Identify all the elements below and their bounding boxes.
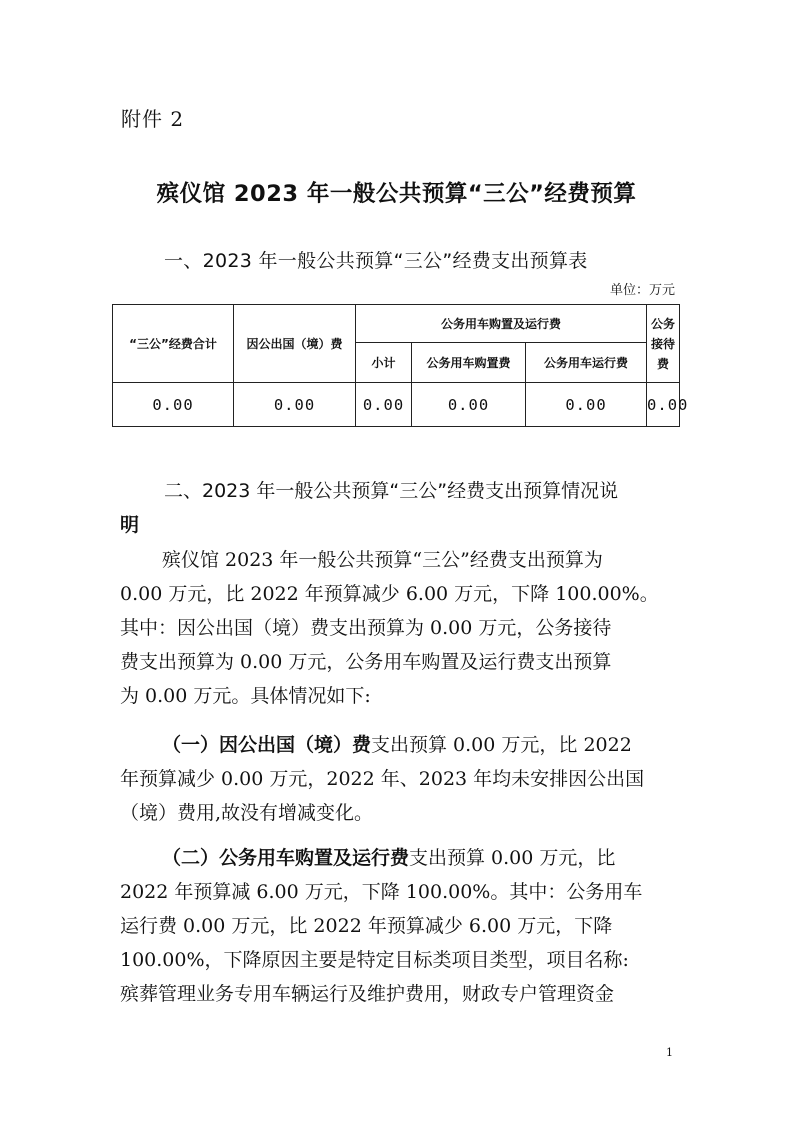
paragraph-abroad [120, 728, 680, 830]
attachment-label: 附件 2 [121, 107, 185, 131]
paragraph-vehicle [120, 841, 680, 1011]
section2-heading-line1: 二、2023 年一般公共预算“三公”经费支出预算情况说 [164, 480, 619, 502]
abroad-bold-lead: （一）因公出国（境）费 [162, 734, 372, 756]
vehicle-bold-lead: （二）公务用车购置及运行费 [162, 847, 410, 869]
header-subtotal: 小计 [356, 343, 412, 383]
header-vehicle-purchase: 公务用车购置费 [412, 343, 526, 383]
header-abroad: 因公出国（境）费 [234, 305, 356, 383]
paragraph-line [120, 728, 680, 762]
header-reception-line1: 公务 [651, 316, 676, 331]
header-vehicle-operation: 公务用车运行费 [526, 343, 647, 383]
section2-heading [120, 474, 680, 542]
value-total: 0.00 [113, 383, 234, 427]
paragraph-line: 0.00 万元，比 2022 年预算减少 6.00 万元，下降 100.00%。 [120, 583, 659, 605]
paragraph-line [120, 841, 680, 875]
value-vehicle-purchase: 0.00 [412, 383, 526, 427]
paragraph-line: 为 0.00 万元。具体情况如下: [120, 685, 371, 707]
abroad-line1-rest: 支出预算 0.00 万元，比 2022 [371, 734, 632, 756]
paragraph-line: 运行费 0.00 万元，比 2022 年预算减少 6.00 万元，下降 [120, 915, 613, 937]
value-abroad: 0.00 [234, 383, 356, 427]
paragraph-line: 殡仪馆 2023 年一般公共预算“三公”经费支出预算为 [162, 549, 603, 571]
paragraph-line: 殡葬管理业务专用车辆运行及维护费用，财政专户管理资金 [120, 983, 615, 1005]
paragraph-line: 年预算减少 0.00 万元，2022 年、2023 年均未安排因公出国 [120, 768, 645, 790]
document-title: 殡仪馆 2023 年一般公共预算“三公”经费预算 [156, 181, 637, 207]
budget-table [112, 304, 689, 427]
section2-heading-line2: 明 [120, 514, 140, 536]
paragraph-line: 费支出预算为 0.00 万元，公务用车购置及运行费支出预算 [120, 651, 612, 673]
section1-heading: 一、2023 年一般公共预算“三公”经费支出预算表 [164, 250, 588, 272]
header-reception [647, 305, 680, 383]
vehicle-line1-rest: 支出预算 0.00 万元，比 [409, 847, 616, 869]
paragraph-line: 100.00%，下降原因主要是特定目标类项目类型，项目名称: [120, 949, 629, 971]
value-reception: 0.00 [647, 383, 680, 427]
paragraph-line: 2022 年预算减 6.00 万元，下降 100.00%。其中：公务用车 [120, 881, 643, 903]
paragraph-line: （境）费用,故没有增减变化。 [120, 802, 374, 824]
value-subtotal: 0.00 [356, 383, 412, 427]
paragraph-summary [120, 543, 680, 713]
page-number: 1 [666, 1046, 673, 1059]
header-reception-line2: 接待费 [651, 336, 676, 371]
value-vehicle-operation: 0.00 [526, 383, 647, 427]
header-vehicle-group: 公务用车购置及运行费 [356, 305, 647, 343]
paragraph-line: 其中：因公出国（境）费支出预算为 0.00 万元，公务接待 [120, 617, 612, 639]
header-total: “三公”经费合计 [113, 305, 234, 383]
unit-label: 单位：万元 [609, 283, 675, 298]
